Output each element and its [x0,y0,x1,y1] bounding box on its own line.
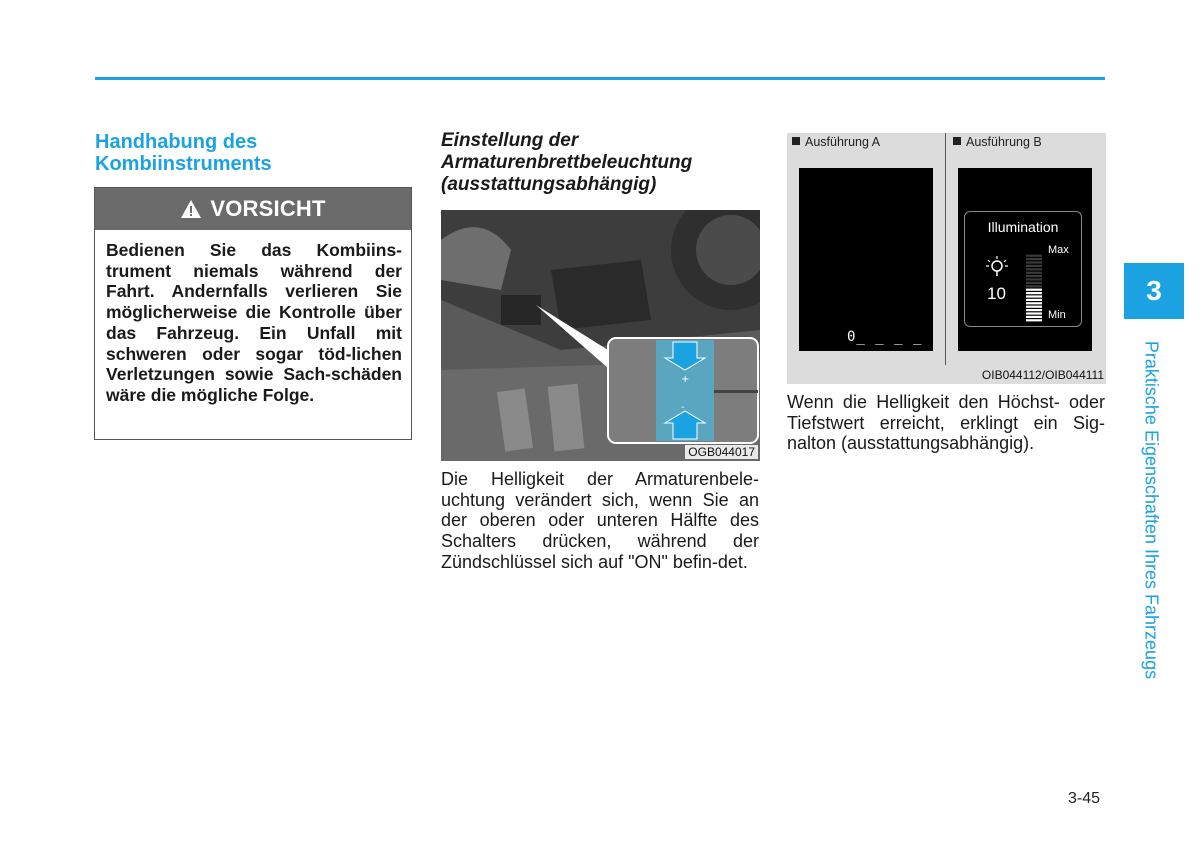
section-heading [95,131,395,175]
illumination-level-segment [1026,255,1042,257]
illumination-level-segment [1026,292,1042,294]
illumination-readout: 0_ _ _ _ [847,329,923,345]
caution-text: Bedienen Sie das Kombiins-trument niemals während der Fahrt. Andernfalls verlieren Sie möglicherweise die Kontrolle über das Fahrzeug. Ein Unfall mit schweren oder sogar töd-lichen Verletzungen sowie Sach-schäden wäre die mögliche Folge. [106,240,402,405]
illumination-max-label: Max [1048,244,1069,256]
variant-a-screen [799,168,933,351]
caution-header [95,188,411,230]
svg-text:+: + [681,374,690,385]
illumination-level-segment [1026,268,1042,270]
caution-box [94,187,412,440]
illumination-description: Die Helligkeit der Armaturenbele-uchtung verändert sich, wenn Sie an der oberen oder unteren Hälfte des Schalters drücken, während der Zündschlüssel sich auf "ON" befin-det. [441,469,759,572]
illumination-level-segment [1026,258,1042,260]
illumination-heading-line-2: Armaturenbrettbeleuchtung [441,152,693,173]
variant-b-screen [958,168,1092,351]
square-bullet-icon [953,137,961,145]
illumination-level-segment [1026,272,1042,274]
page-number: 3-45 [1068,790,1101,807]
illumination-level-segment [1026,282,1042,284]
chapter-tab[interactable]: 3 [1124,263,1184,319]
svg-text:-: - [681,402,685,413]
illumination-icon [985,255,1009,282]
illumination-level-segment [1026,302,1042,304]
illumination-level-segment [1026,319,1042,321]
variant-a-label [792,135,880,149]
dashboard-switch-photo [441,210,760,461]
illumination-panel [964,211,1082,327]
illumination-level-segment [1026,316,1042,318]
variant-a-label-text: Ausführung A [805,135,881,149]
illumination-level-segment [1026,278,1042,280]
dashboard-illustration [441,210,760,461]
illumination-level-segment [1026,289,1042,291]
illumination-heading-line-1: Einstellung der [441,130,579,151]
illumination-level-segment [1026,299,1042,301]
signal-description: Wenn die Helligkeit den Höchst- oder Tiefstwert erreicht, erklingt ein Sig-nalton (ausstattungsabhängig). [787,392,1105,454]
illumination-level-segment [1026,312,1042,314]
chapter-title: Praktische Eigenschaften Ihres Fahrzeugs [1141,340,1162,680]
illumination-heading-line-3: (ausstattungsabhängig) [441,174,657,195]
variant-b-label-text: Ausführung B [966,135,1042,149]
illumination-value: 10 [987,284,1006,303]
illumination-title: Illumination [987,219,1059,235]
illumination-min-label: Min [1048,309,1066,321]
illumination-level-segment [1026,295,1042,297]
section-heading-line-1: Handhabung des [95,131,258,153]
display-variants-figure [787,133,1106,384]
square-bullet-icon [792,137,800,145]
illumination-level-segment [1026,261,1042,263]
illumination-level-segment [1026,309,1042,311]
section-heading-line-2: Kombiinstruments [95,153,272,175]
warning-triangle-icon [180,199,202,219]
photo-code: OGB044017 [685,445,758,459]
illumination-level-segment [1026,285,1042,287]
variant-divider [945,133,946,365]
caution-title: VORSICHT [210,196,326,221]
variant-b-label [953,135,1042,149]
illumination-level-segment [1026,275,1042,277]
illumination-heading [441,130,761,196]
illumination-level-bar [1026,254,1042,322]
illumination-level-segment [1026,265,1042,267]
top-rule [95,77,1105,80]
illumination-level-segment [1026,306,1042,308]
variants-image-code: OIB044112/OIB044111 [981,368,1104,382]
